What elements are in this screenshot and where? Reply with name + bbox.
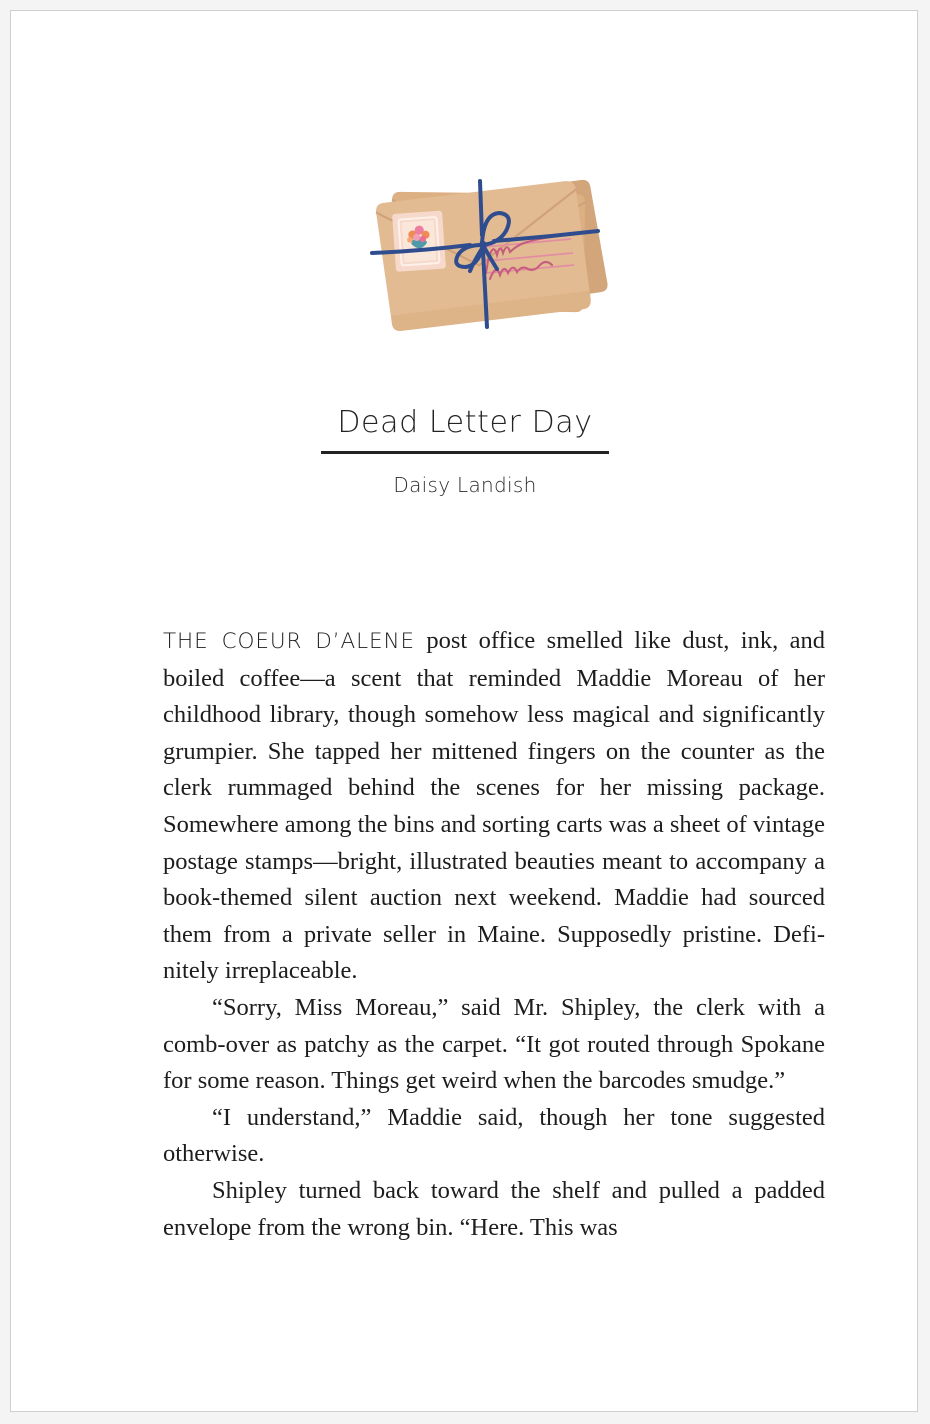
story-body [163,623,825,1246]
author-name: Daisy Landish [393,473,537,497]
paragraph-3: “I understand,” Maddie said, though her tone suggested otherwise. [163,1103,825,1168]
paragraph-1 [163,623,825,990]
paragraph-4: Shipley turned back toward the shelf and pulled a padded envelope from the wrong bin. “Here. This was [163,1176,825,1241]
story-content [11,11,918,1412]
title-block [11,403,918,498]
paragraph-2: “Sorry, Miss Moreau,” said Mr. Shipley, the clerk with a comb-over as patchy as the carpet. “It got routed through Spokane for some reason. Things get weird when the barcodes smudge.” [163,993,825,1095]
bundled-letters-illustration [366,169,611,351]
title-divider [321,451,609,454]
postage-stamp-icon [392,211,446,272]
paragraph-1-text: post office smelled like dust, ink, and boiled coffee—a scent that reminded Maddie Moreau of her childhood library, though somehow less magical and significantly grumpier. She tapped her mittened fingers on the counter as the clerk rummaged behind the scenes for her missing package. Somewhere among the bins and sorting carts was a sheet of vintage postage stamps—bright, illustrated beauties meant to accompany a book-themed silent auction next weekend. Maddie had sourced them from a private seller in Maine. Supposedly pristine. Definitely irreplaceable. [163,627,826,985]
page-title: Dead Letter Day [337,405,593,440]
story-page [10,10,918,1412]
lead-in-text: THE COEUR D’ALENE [163,629,415,654]
